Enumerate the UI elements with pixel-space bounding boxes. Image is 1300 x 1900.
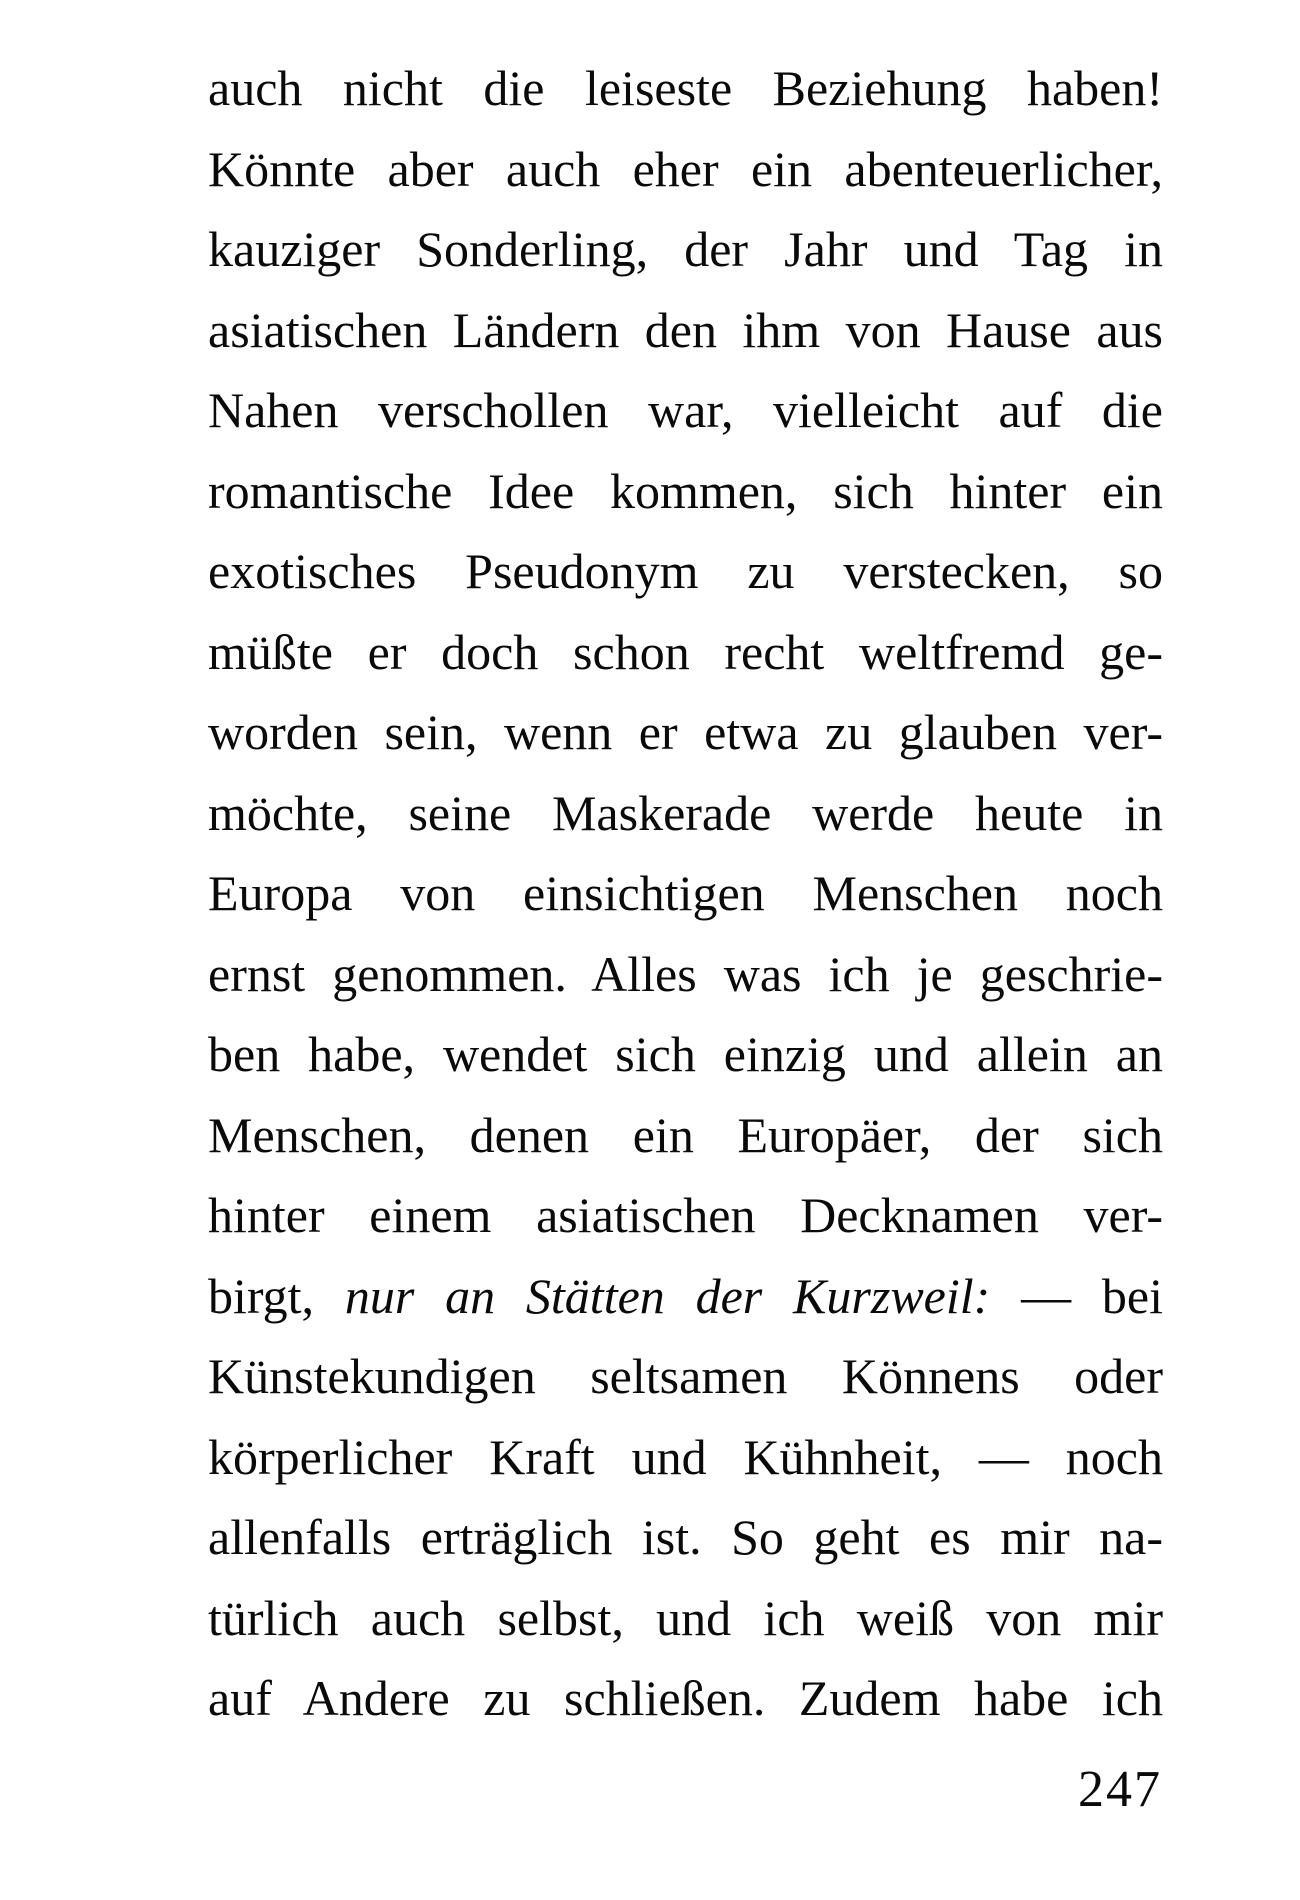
text-line-21: auf Andere zu schließen. Zudem habe ich — [208, 1670, 1163, 1726]
italic-phrase: nur an Stätten der Kurzweil: — [344, 1267, 991, 1324]
text-line-20: türlich auch selbst, und ich weiß von mir — [208, 1589, 1163, 1646]
text-line-17: Künstekundigen seltsamen Könnens oder — [208, 1348, 1163, 1404]
text-line-19: allenfalls erträglich ist. So geht es mir na- — [208, 1509, 1163, 1565]
text-line-1: auch nicht die leiseste Beziehung haben! — [208, 60, 1163, 116]
text-line-9: worden sein, wenn er etwa zu glauben ver- — [208, 704, 1163, 760]
text-line-8: müßte er doch schon recht weltfremd ge- — [208, 623, 1163, 680]
text-line-4: asiatischen Ländern den ihm von Hause aus — [208, 301, 1163, 358]
text-line-3: kauziger Sonderling, der Jahr und Tag in — [208, 221, 1163, 277]
text-line-2: Könnte aber auch eher ein abenteuerlicher, — [208, 140, 1163, 197]
text-line-16-start: birgt, — [208, 1267, 345, 1324]
text-line-16-end: — bei — [990, 1267, 1163, 1324]
text-line-16 — [208, 1256, 1163, 1337]
body-text — [208, 48, 1163, 1739]
text-line-6: romantische Idee kommen, sich hinter ein — [208, 462, 1163, 519]
text-line-15: hinter einem asiatischen Decknamen ver- — [208, 1187, 1163, 1243]
text-line-7: exotisches Pseudonym zu verstecken, so — [208, 543, 1163, 599]
text-line-5: Nahen verschollen war, vielleicht auf die — [208, 382, 1163, 438]
text-line-13: ben habe, wendet sich einzig und allein an — [208, 1026, 1163, 1082]
text-line-11: Europa von einsichtigen Menschen noch — [208, 865, 1163, 921]
text-line-14: Menschen, denen ein Europäer, der sich — [208, 1106, 1163, 1163]
text-line-12: ernst genommen. Alles was ich je geschrie- — [208, 945, 1163, 1002]
text-line-18: körperlicher Kraft und Kühnheit, — noch — [208, 1428, 1163, 1485]
text-line-10: möchte, seine Maskerade werde heute in — [208, 784, 1163, 841]
page-number: 247 — [1078, 1761, 1162, 1818]
